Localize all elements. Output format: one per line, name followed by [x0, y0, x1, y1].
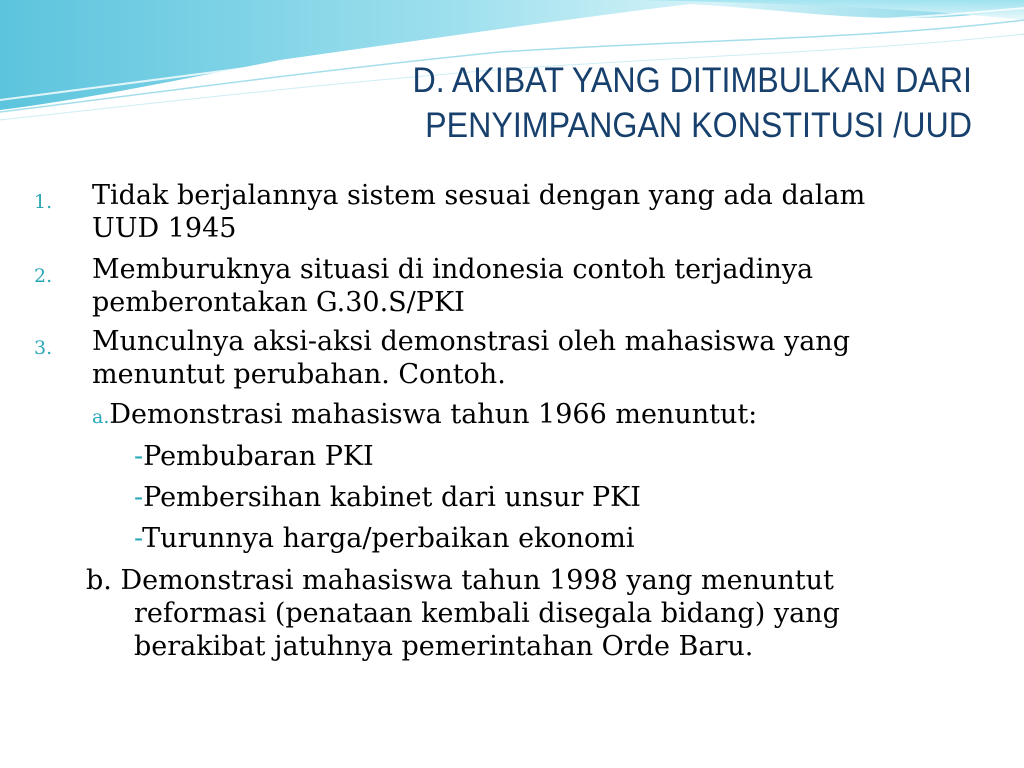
sub-a-point-3: [134, 523, 635, 555]
sub-a-point-2-text: Pembersihan kabinet dari unsur PKI: [143, 482, 641, 513]
item-3-line-1: Munculnya aksi-aksi demonstrasi oleh mahasiswa yang: [92, 326, 850, 357]
dash-marker: -: [134, 523, 143, 554]
item-2-number: 2.: [34, 265, 53, 287]
item-2-line-2: pemberontakan G.30.S/PKI: [92, 287, 465, 318]
sub-b-line-2: reformasi (penataan kembali disegala bidang) yang: [134, 598, 840, 629]
sub-a-point-3-text: Turunnya harga/perbaikan ekonomi: [142, 523, 635, 554]
sub-b-line-1: b. Demonstrasi mahasiswa tahun 1998 yang menuntut: [86, 565, 834, 596]
dash-marker: -: [134, 482, 144, 513]
sub-a-marker: a.: [92, 406, 110, 428]
item-3-number: 3.: [34, 337, 53, 359]
item-1-number: 1.: [34, 191, 53, 213]
sub-a-text: Demonstrasi mahasiswa tahun 1966 menuntut:: [109, 399, 758, 430]
sub-a-point-1-text: Pembubaran PKI: [143, 441, 374, 472]
sub-a-point-2: [134, 482, 641, 514]
sub-a-item: [92, 399, 757, 433]
title-line-1: D. AKIBAT YANG DITIMBULKAN DARI: [412, 61, 972, 100]
item-3-line-2: menuntut perubahan. Contoh.: [92, 359, 506, 390]
sub-b-line-3: berakibat jatuhnya pemerintahan Orde Baru.: [134, 631, 754, 662]
sub-a-point-1: [134, 441, 374, 473]
item-2-line-1: Memburuknya situasi di indonesia contoh terjadinya: [92, 254, 814, 285]
title-line-2: PENYIMPANGAN KONSTITUSI /UUD: [425, 106, 972, 145]
slide-title: [236, 58, 972, 148]
dash-marker: -: [134, 441, 144, 472]
item-1-line-1: Tidak berjalannya sistem sesuai dengan yang ada dalam: [92, 180, 866, 211]
item-1-line-2: UUD 1945: [92, 213, 237, 244]
